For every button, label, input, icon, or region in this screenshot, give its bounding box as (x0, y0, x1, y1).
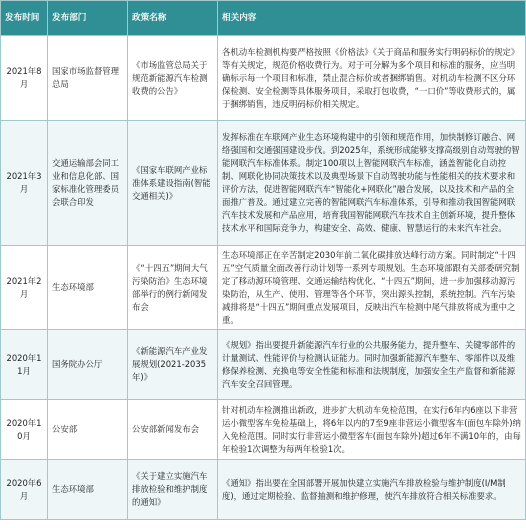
cell-policy-name: 《“十四五”期间大气污染防治》生态环境部举行的例行新闻发布会 (128, 246, 218, 330)
cell-policy-name: 《国家车联网产业标准体系建设指南(智能交通相关)》 (128, 121, 218, 246)
header-policy-name: 政策名称 (128, 1, 218, 36)
table-row (1, 460, 526, 520)
cell-policy-name: 《关于建立实施汽车排放检验和维护制度的通知》 (128, 460, 218, 520)
cell-content: 《通知》指出要在全国部署开展加快建立实施汽车排放检验与维护制度(I/M制度)，通过定期检验、监督抽测和维护修理，使汽车排放符合相关标准要求。 (218, 460, 526, 520)
cell-time: 2021年2月 (1, 246, 48, 330)
cell-dept: 交通运输部会同工业和信息化部、国家标准化管理委员会联合印发 (48, 121, 128, 246)
cell-content: 《规划》指出要提升新能源汽车行业的公共服务能力，提升整车、关键零部件的计量测试、性能评价与检测认证能力。同时加强新能源汽车整车、零部件以及维修保养检测、充换电等安全性能和标准和法规制度，加强安全生产监督和新能源汽车安全召回管理。 (218, 330, 526, 400)
cell-time: 2020年10月 (1, 400, 48, 460)
cell-policy-name: 《新能源汽车产业发展规划(2021-2035年)》 (128, 330, 218, 400)
table-row (1, 36, 526, 121)
header-time: 发布时间 (1, 1, 48, 36)
cell-content: 各机动车检测机构要严格按照《价格法》《关于商品和服务实行明码标价的规定》等有关规定，规范价格收费行为。对于可分解为多个项目和标准的服务，应当明确标示每一个项目和标准，禁止混合标价或者捆绑销售。对机动车检测不区分环保检测、安全检测等具体服务项目，采取打包收费，“一口价”等收费形式的，属于捆绑销售，违反明码标价相关规定。 (218, 36, 526, 121)
cell-dept: 国家市场监督管理总局 (48, 36, 128, 121)
cell-time: 2021年3月 (1, 121, 48, 246)
cell-dept: 生态环境部 (48, 460, 128, 520)
table-header-row (1, 1, 526, 36)
cell-time: 2021年8月 (1, 36, 48, 121)
table-row (1, 330, 526, 400)
table-row (1, 246, 526, 330)
cell-dept: 生态环境部 (48, 246, 128, 330)
header-dept: 发布部门 (48, 1, 128, 36)
cell-content: 发挥标准在车联网产业生态环境构建中的引领和规范作用，加快制修订融合、网络强国和交通强国建设步伐。到2025年，系统形成能够支撑高级别自动驾驶的智能网联汽车标准体系。制定100项以上智能网联汽车标准，涵盖智能化自动控制、网联化协同决策技术以及典型场景下自动驾驶功能与性能相关的技术要求和评价方法，促进智能网联汽车“智能化+网联化”融合发展，以及技术和产品的全面推广普及。通过建立完善的智能网联汽车标准体系，引导和推动我国智能网联汽车技术发展和产品应用，培育我国智能网联汽车技术自主创新环境，提升整体技术水平和国际竞争力，构建安全、高效、健康、智慧运行的未来汽车社会。 (218, 121, 526, 246)
cell-content: 针对机动车检测推出新政，进步扩大机动车免检范围，在实行6年内6座以下非营运小微型客车免检基础上，将6年以内的7至9座非营运小微型客车(面包车除外)纳入免检范围。同时实行非营运小微型客车(面包车除外)超过6年不满10年的，由每年检验1次调整为每两年检验1次。 (218, 400, 526, 460)
header-content: 相关内容 (218, 1, 526, 36)
cell-policy-name: 公安部新闻发布会 (128, 400, 218, 460)
cell-time: 2020年6月 (1, 460, 48, 520)
cell-policy-name: 《市场监管总局关于规范新能源汽车检测收费的公告》 (128, 36, 218, 121)
table-row (1, 121, 526, 246)
cell-dept: 国务院办公厅 (48, 330, 128, 400)
cell-content: 生态环境部正在辛苦制定2030年前二氧化碳排放达峰行动方案。同时制定“十四五”空气质量全面改善行动计划等一系列专项规划。生态环境部跟有关部委研究制定了移动源环境管理、交通运输结构优化、“十四五”期间，进一步加强移动源污染防治，从生产、使用、管理等各个环节，突出源头控制，系统控制。汽车污染减排将是“十四五”期间重点发展项目，反映出汽车检测中尾气排放将成为重中之重。 (218, 246, 526, 330)
cell-dept: 公安部 (48, 400, 128, 460)
cell-time: 2020年11月 (1, 330, 48, 400)
table-row (1, 400, 526, 460)
